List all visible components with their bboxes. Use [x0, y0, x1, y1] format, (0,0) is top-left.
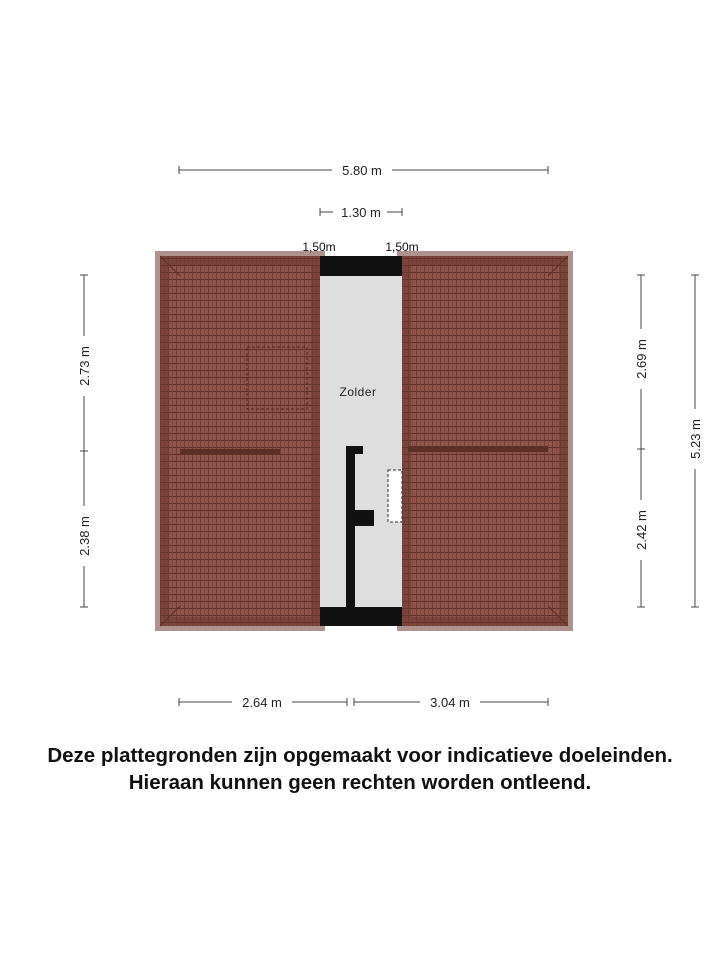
stair-railing — [346, 446, 355, 608]
dimension-bottom-left-label: 2.64 m — [242, 695, 282, 710]
roof-right — [402, 256, 568, 626]
dimension-right-lower-label: 2.42 m — [634, 510, 649, 550]
dimension-left-lower-label: 2.38 m — [77, 516, 92, 556]
room-label-zolder: Zolder — [339, 385, 377, 399]
dimension-right-inner — [637, 275, 645, 607]
dimension-left-upper-label: 2.73 m — [77, 346, 92, 386]
roof-left — [160, 256, 320, 626]
height-label-right: 1,50m — [385, 240, 419, 254]
disclaimer — [0, 742, 720, 796]
dimension-right-upper-label: 2.69 m — [634, 339, 649, 379]
dimension-bottom-right-label: 3.04 m — [430, 695, 470, 710]
disclaimer-line-1: Deze plattegronden zijn opgemaakt voor indicatieve doeleinden. — [47, 744, 673, 767]
dimension-bottom — [179, 698, 548, 706]
hatch-outline — [388, 470, 402, 522]
dimension-left — [80, 275, 88, 607]
disclaimer-line-2: Hieraan kunnen geen rechten worden ontleend. — [128, 771, 592, 794]
attic-floor — [320, 256, 402, 626]
dimension-top-opening-label: 1.30 m — [341, 205, 381, 220]
top-wall — [320, 256, 402, 276]
height-label-left: 1,50m — [302, 240, 336, 254]
dimension-top-total-label: 5.80 m — [342, 163, 382, 178]
dimension-right-total-label: 5.23 m — [688, 419, 703, 459]
bottom-wall — [320, 607, 402, 626]
